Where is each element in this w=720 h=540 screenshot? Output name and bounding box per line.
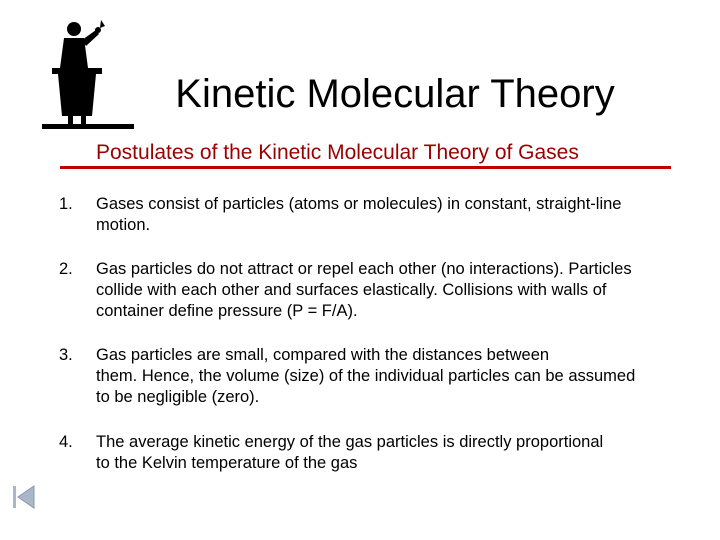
postulate-line: Gases consist of particles (atoms or molecules) in constant, straight-line [96, 195, 622, 213]
divider-rule [60, 166, 671, 169]
postulate-number: 1. [59, 195, 73, 213]
postulate-number: 4. [59, 433, 73, 451]
postulate-text [96, 194, 696, 236]
postulate-text [96, 259, 696, 322]
postulate-line: collide with each other and surfaces elastically. Collisions with walls of [96, 281, 607, 299]
postulate-line: to be negligible (zero). [96, 388, 260, 406]
postulate-number: 2. [59, 260, 73, 278]
postulate-line: Gas particles do not attract or repel each other (no interactions). Particles [96, 260, 632, 278]
postulate-line: The average kinetic energy of the gas particles is directly proportional [96, 433, 604, 451]
first-slide-icon[interactable] [10, 484, 36, 510]
slide-subtitle: Postulates of the Kinetic Molecular Theory of Gases [96, 141, 579, 164]
postulate-line: container define pressure (P = F/A). [96, 302, 358, 320]
postulate-line: motion. [96, 216, 151, 234]
postulate-number: 3. [59, 346, 73, 364]
postulate-text [96, 345, 696, 408]
postulate-text [96, 432, 696, 474]
postulate-line: to the Kelvin temperature of the gas [96, 454, 358, 472]
postulate-line: Gas particles are small, compared with the distances between [96, 346, 550, 364]
postulate-line: them. Hence, the volume (size) of the individual particles can be assumed [96, 367, 636, 385]
slide-title: Kinetic Molecular Theory [175, 72, 615, 116]
